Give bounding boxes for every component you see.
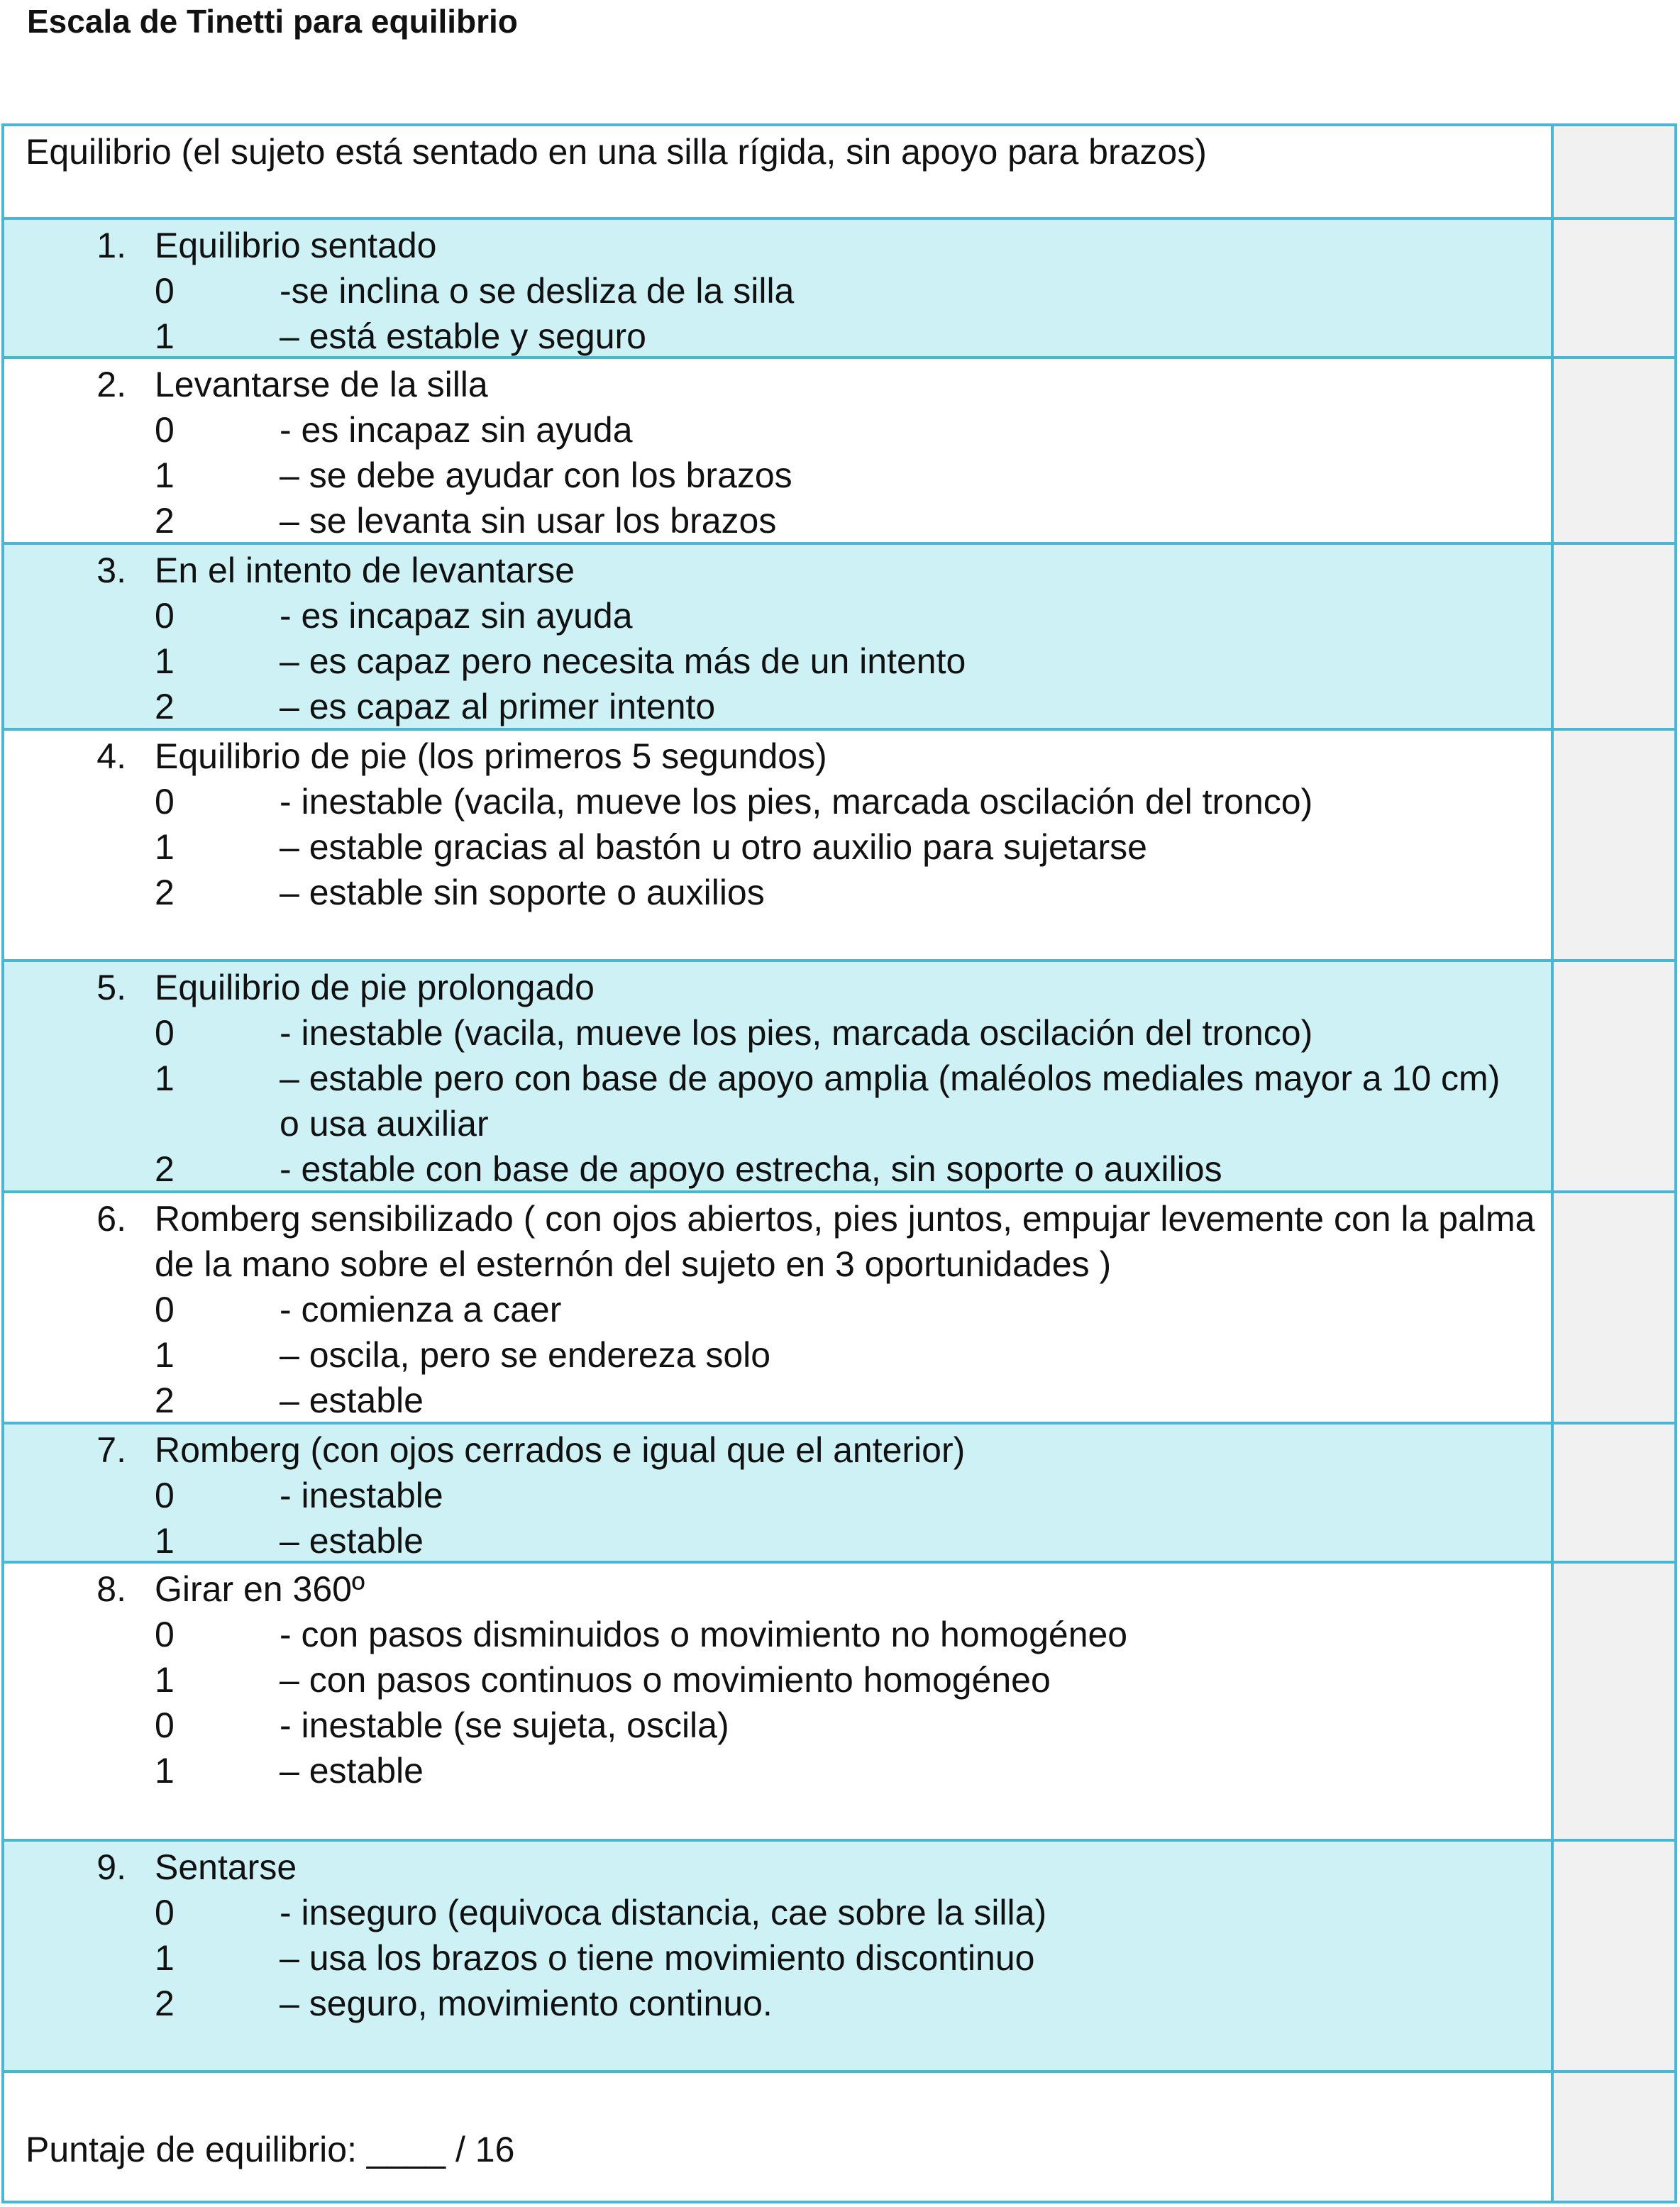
score-cell[interactable] [1551,1564,1674,1839]
item-number: 3. [96,551,126,590]
score-cell[interactable] [1551,962,1674,1190]
item-number: 7. [96,1430,126,1470]
item-row-6 [4,1193,1674,1425]
score-cell[interactable] [1551,220,1674,356]
item-label: En el intento de levantarse [155,551,575,590]
option-text: – usa los brazos o tiene movimiento discontinuo [280,1938,1035,1978]
option-score: 0 [155,1476,175,1515]
item-number: 6. [96,1199,126,1239]
option-text: - inseguro (equivoca distancia, cae sobre la silla) [280,1893,1047,1932]
option-score: 0 [155,596,175,636]
table-header-row [4,126,1674,220]
item-row-5 [4,962,1674,1193]
option-row [4,1935,1551,1981]
option-row [4,638,1551,684]
option-score: 1 [155,1335,175,1375]
item-label: Equilibrio de pie prolongado [155,968,595,1007]
option-text: – estable [280,1381,424,1420]
option-text: – es capaz pero necesita más de un intento [280,641,966,681]
item-number: 9. [96,1847,126,1887]
option-text: - inestable (se sujeta, oscila) [280,1705,729,1745]
option-row [4,314,1551,359]
option-score: 0 [155,1893,175,1932]
option-row [4,870,1551,915]
option-score: 0 [155,1290,175,1329]
option-row [4,1378,1551,1423]
option-row [4,1890,1551,1935]
option-score: 0 [155,271,175,311]
item-number: 8. [96,1569,126,1609]
option-text: – estable sin soporte o auxilios [280,873,765,912]
option-row [4,1010,1551,1056]
option-row [4,824,1551,870]
option-text: – con pasos continuos o movimiento homogéneo [280,1660,1051,1700]
option-row [4,1612,1551,1657]
section-header: Equilibrio (el sujeto está sentado en una silla rígida, sin apoyo para brazos) [26,132,1207,172]
option-text: – estable [280,1521,424,1561]
option-score: 1 [155,1938,175,1978]
option-score: 1 [155,1058,175,1098]
item-number: 2. [96,365,126,404]
score-cell[interactable] [1551,1193,1674,1422]
option-text: – estable pero con base de apoyo amplia (maléolos mediales mayor a 10 cm) o usa auxiliar [280,1058,1501,1144]
option-row [4,1518,1551,1564]
option-score: 2 [155,687,175,726]
item-row-4 [4,731,1674,962]
item-row-3 [4,545,1674,731]
score-cell[interactable] [1551,1842,1674,2070]
item-label: Girar en 360º [155,1569,365,1609]
option-score: 1 [155,455,175,495]
option-score: 0 [155,782,175,822]
option-text: – es capaz al primer intento [280,687,716,726]
score-cell[interactable] [1551,359,1674,542]
option-score: 1 [155,827,175,867]
option-text: – estable [280,1751,424,1791]
score-cell[interactable] [1551,126,1674,217]
option-text: - inestable (vacila, mueve los pies, marcada oscilación del tronco) [280,1013,1313,1053]
option-text: - es incapaz sin ayuda [280,596,633,636]
score-cell[interactable] [1551,731,1674,959]
option-row [4,593,1551,638]
option-text: -se inclina o se desliza de la silla [280,271,795,311]
option-row [4,498,1551,543]
option-text: - con pasos disminuidos o movimiento no homogéneo [280,1615,1128,1654]
item-label: Sentarse [155,1847,297,1887]
item-number: 1. [96,226,126,265]
option-text: - estable con base de apoyo estrecha, sin soporte o auxilios [280,1149,1222,1189]
option-score: 2 [155,1149,175,1189]
option-text: – seguro, movimiento continuo. [280,1984,773,2023]
item-label: Equilibrio de pie (los primeros 5 segundos) [155,736,827,776]
option-row [4,268,1551,314]
page-title: Escala de Tinetti para equilibrio [27,3,518,40]
total-score-cell[interactable] [1551,2073,1674,2201]
option-row [4,1657,1551,1703]
option-score: 1 [155,316,175,356]
option-score: 0 [155,410,175,450]
item-label: Levantarse de la silla [155,365,488,404]
item-row-1 [4,220,1674,359]
balance-scale-table [1,123,1677,2203]
option-score: 0 [155,1615,175,1654]
total-row [4,2073,1674,2201]
option-row [4,407,1551,453]
option-row [4,1146,1551,1192]
option-row [4,1287,1551,1332]
option-score: 2 [155,501,175,541]
option-text: - es incapaz sin ayuda [280,410,633,450]
item-row-7 [4,1425,1674,1564]
option-text: – está estable y seguro [280,316,646,356]
option-row [4,1703,1551,1748]
score-cell[interactable] [1551,1425,1674,1561]
option-row [4,1473,1551,1518]
option-row [4,1748,1551,1793]
option-score: 2 [155,1381,175,1420]
score-cell[interactable] [1551,545,1674,728]
item-label: Equilibrio sentado [155,226,437,265]
option-score: 1 [155,1521,175,1561]
option-score: 0 [155,1013,175,1053]
option-text: - comienza a caer [280,1290,562,1329]
total-score-label: Puntaje de equilibrio: ____ / 16 [26,2130,515,2169]
option-row [4,1332,1551,1378]
option-score: 1 [155,641,175,681]
item-number: 4. [96,736,126,776]
option-text: – se debe ayudar con los brazos [280,455,792,495]
option-row [4,684,1551,729]
option-score: 1 [155,1660,175,1700]
option-text: – se levanta sin usar los brazos [280,501,777,541]
option-text: - inestable [280,1476,443,1515]
item-label: Romberg (con ojos cerrados e igual que el anterior) [155,1430,966,1470]
option-score: 0 [155,1705,175,1745]
item-label: Romberg sensibilizado ( con ojos abiertos, pies juntos, empujar levemente con la palma de la mano sobre el esternón del sujeto en 3 oportunidades ) [155,1199,1535,1284]
option-row [4,779,1551,824]
item-row-8 [4,1564,1674,1842]
option-score: 2 [155,1984,175,2023]
item-number: 5. [96,968,126,1007]
option-score: 2 [155,873,175,912]
option-row [4,453,1551,498]
item-row-9 [4,1842,1674,2073]
option-score: 1 [155,1751,175,1791]
option-text: - inestable (vacila, mueve los pies, marcada oscilación del tronco) [280,782,1313,822]
option-row [4,1056,1551,1146]
option-row [4,1981,1551,2026]
item-row-2 [4,359,1674,545]
option-text: – estable gracias al bastón u otro auxilio para sujetarse [280,827,1147,867]
option-text: – oscila, pero se endereza solo [280,1335,771,1375]
